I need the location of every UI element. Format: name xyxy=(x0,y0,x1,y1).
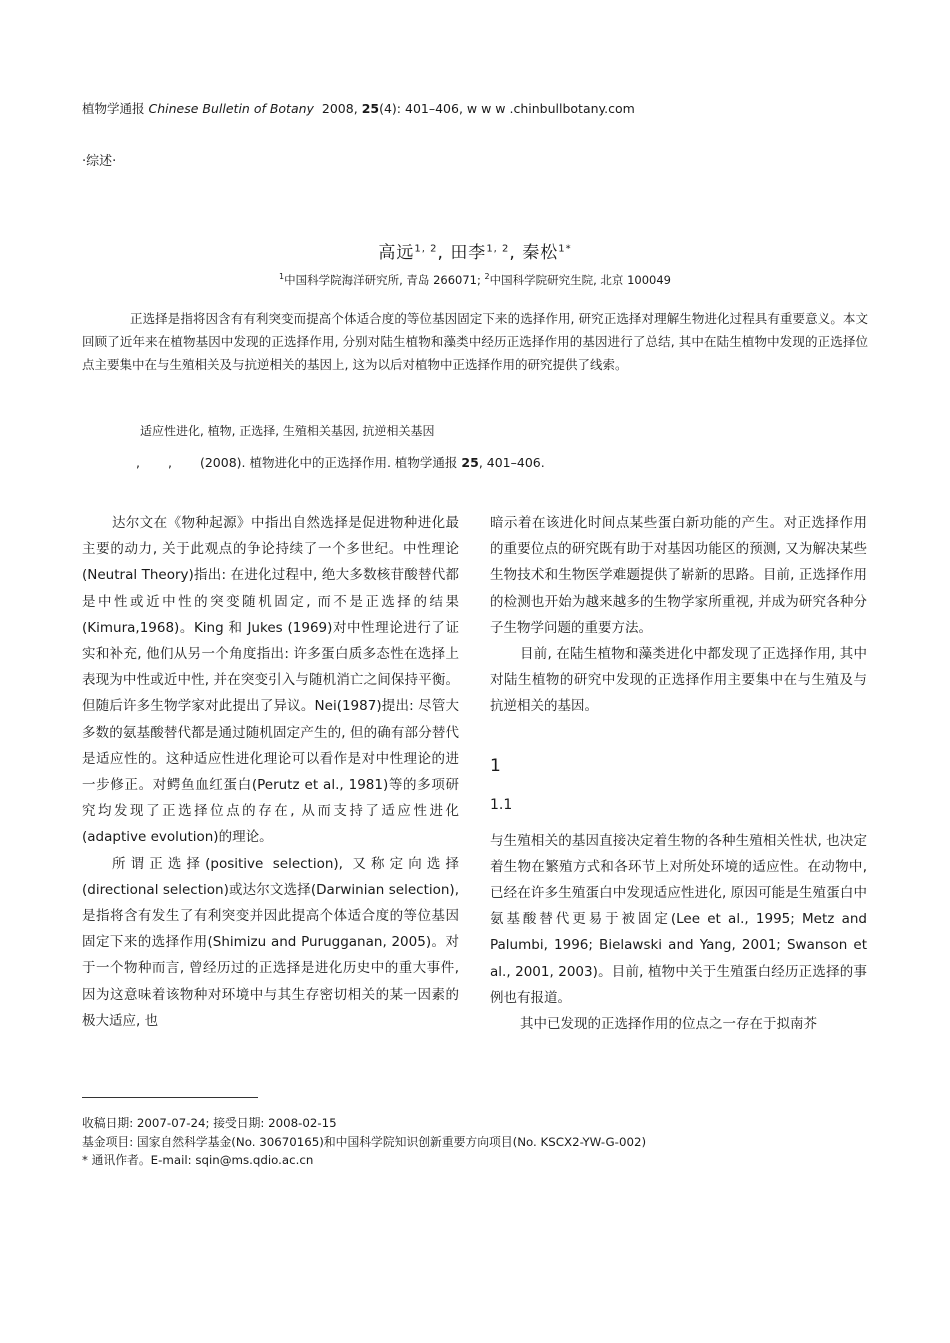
body-left-column xyxy=(82,510,459,1034)
author-list xyxy=(0,238,950,263)
citation-sep: , xyxy=(167,455,172,470)
body-right-column xyxy=(490,510,867,1037)
affil-sup: 2 xyxy=(484,272,490,282)
journal-volume: 25 xyxy=(361,101,380,116)
citation-sep: , xyxy=(136,455,140,470)
footnote-corresponding: * 通讯作者。E-mail: sqin@ms.qdio.ac.cn xyxy=(82,1153,314,1167)
journal-year: 2008, xyxy=(321,101,358,116)
author-affil-sup: 1* xyxy=(558,243,572,255)
citation-pages: , 401–406. xyxy=(478,455,545,470)
body-paragraph: 其中已发现的正选择作用的位点之一存在于拟南芥 xyxy=(520,1016,817,1033)
body-paragraph: 达尔文在《物种起源》中指出自然选择是促进物种进化最主要的动力, 关于此观点的争论持续了一个多世纪。中性理论(Neutral Theory)指出: 在进化过程中, 绝大多数核苷酸替代都是中性或近中性的突变随机固定, 而不是正选择的结果(Kimura,1968)。King 和 Jukes (1969)对中性理论进行了证实和补充, 他们从另一个角度指出: 许多蛋白质多态性在选择上表现为中性或近中性, 并在突变引入与随机消亡之间保持平衡。但随后许多生物学家对此提出了异议。Nei(1987)提出: 尽管大多数的氨基酸替代都是通过随机固定产生的, 但的确有部分替代是适应性的。这种适应性进化理论可以看作是对中性理论的进一步修正。对鳄鱼血红蛋白(Perutz et al., 1981)等的多项研究均发现了正选择位点的存在, 从而支持了适应性进化(adaptive evolution)的理论。 xyxy=(82,515,459,846)
journal-name-cn: 植物学通报 xyxy=(82,101,145,116)
author-separator: , xyxy=(509,243,523,263)
citation-line xyxy=(108,453,545,471)
footnotes xyxy=(82,1114,646,1170)
affil-sup: 1 xyxy=(279,272,285,282)
author-affil-sup: 1, 2 xyxy=(414,243,438,255)
keywords: 适应性进化, 植物, 正选择, 生殖相关基因, 抗逆相关基因 xyxy=(140,424,435,438)
abstract: 正选择是指将因含有有利突变而提高个体适合度的等位基因固定下来的选择作用, 研究正选择对理解生物进化过程具有重要意义。本文回顾了近年来在植物基因中发现的正选择作用, 分别对陆生植物和藻类中经历正选择作用的基因进行了总结, 其中在陆生植物中发现的正选择位点主要集中在与生殖相关及与抗逆相关的基因上, 这为以后对植物中正选择作用的研究提供了线索。 xyxy=(82,311,868,372)
body-paragraph: 与生殖相关的基因直接决定着生物的各种生殖相关性状, 也决定着生物在繁殖方式和各环节上对所处环境的适应性。在动物中, 已经在许多生殖蛋白中发现适应性进化, 原因可能是生殖蛋白中氨基酸替代更易于被固定(Lee et al., 1995; Metz and Palumbi, 1996; Bielawski and Yang, 2001; Swanson et al., 2001, 2003)。目前, 植物中关于生殖蛋白经历正选择的事例也有报道。 xyxy=(490,832,867,1006)
affiliations xyxy=(0,272,950,288)
author-name: 田李 xyxy=(450,243,487,263)
body-paragraph: 目前, 在陆生植物和藻类进化中都发现了正选择作用, 其中对陆生植物的研究中发现的正选择作用主要集中在与生殖及与抗逆相关的基因。 xyxy=(490,646,867,715)
journal-name-en: Chinese Bulletin of Botany xyxy=(148,101,314,116)
body-paragraph: 暗示着在该进化时间点某些蛋白新功能的产生。对正选择作用的重要位点的研究既有助于对基因功能区的预测, 又为解决某些生物技术和生物医学难题提供了崭新的思路。目前, 正选择作用的检测也开始为越来越多的生物学家所重视, 并成为研究各种分子生物学问题的重要方法。 xyxy=(490,515,867,636)
affil-text: 中国科学院海洋研究所, 青岛 266071; xyxy=(284,273,481,287)
citation-text: (2008). 植物进化中的正选择作用. 植物学通报 xyxy=(199,455,458,470)
footnote-funding: 基金项目: 国家自然科学基金(No. 30670165)和中国科学院知识创新重要方向项目(No. KSCX2-YW-G-002) xyxy=(82,1134,647,1149)
section-label: ·综述· xyxy=(82,154,117,169)
section-heading-1: 1 xyxy=(490,755,501,776)
journal-header xyxy=(82,99,635,117)
footnote-divider xyxy=(82,1097,258,1098)
author-separator: , xyxy=(437,243,451,263)
journal-issue-pages: (4): 401–406, w w w .chinbullbotany.com xyxy=(379,101,635,116)
author-name: 秦松 xyxy=(522,243,559,263)
affil-text: 中国科学院研究生院, 北京 100049 xyxy=(489,273,671,287)
section-heading-1-1: 1.1 xyxy=(490,796,513,813)
author-affil-sup: 1, 2 xyxy=(486,243,510,255)
citation-volume: 25 xyxy=(461,455,479,470)
author-name: 高远 xyxy=(378,243,415,263)
footnote-received: 收稿日期: 2007-07-24; 接受日期: 2008-02-15 xyxy=(82,1116,337,1130)
body-paragraph: 所谓正选择(positive selection), 又称定向选择(directional selection)或达尔文选择(Darwinian selection), 是指将含有发生了有利突变并因此提高个体适合度的等位基因固定下来的选择作用(Shimizu and Purugganan, 2005)。对于一个物种而言, 曾经历过的正选择是进化历史中的重大事件, 因为这意味着该物种对环境中与其生存密切相关的某一因素的极大适应, 也 xyxy=(82,855,459,1029)
